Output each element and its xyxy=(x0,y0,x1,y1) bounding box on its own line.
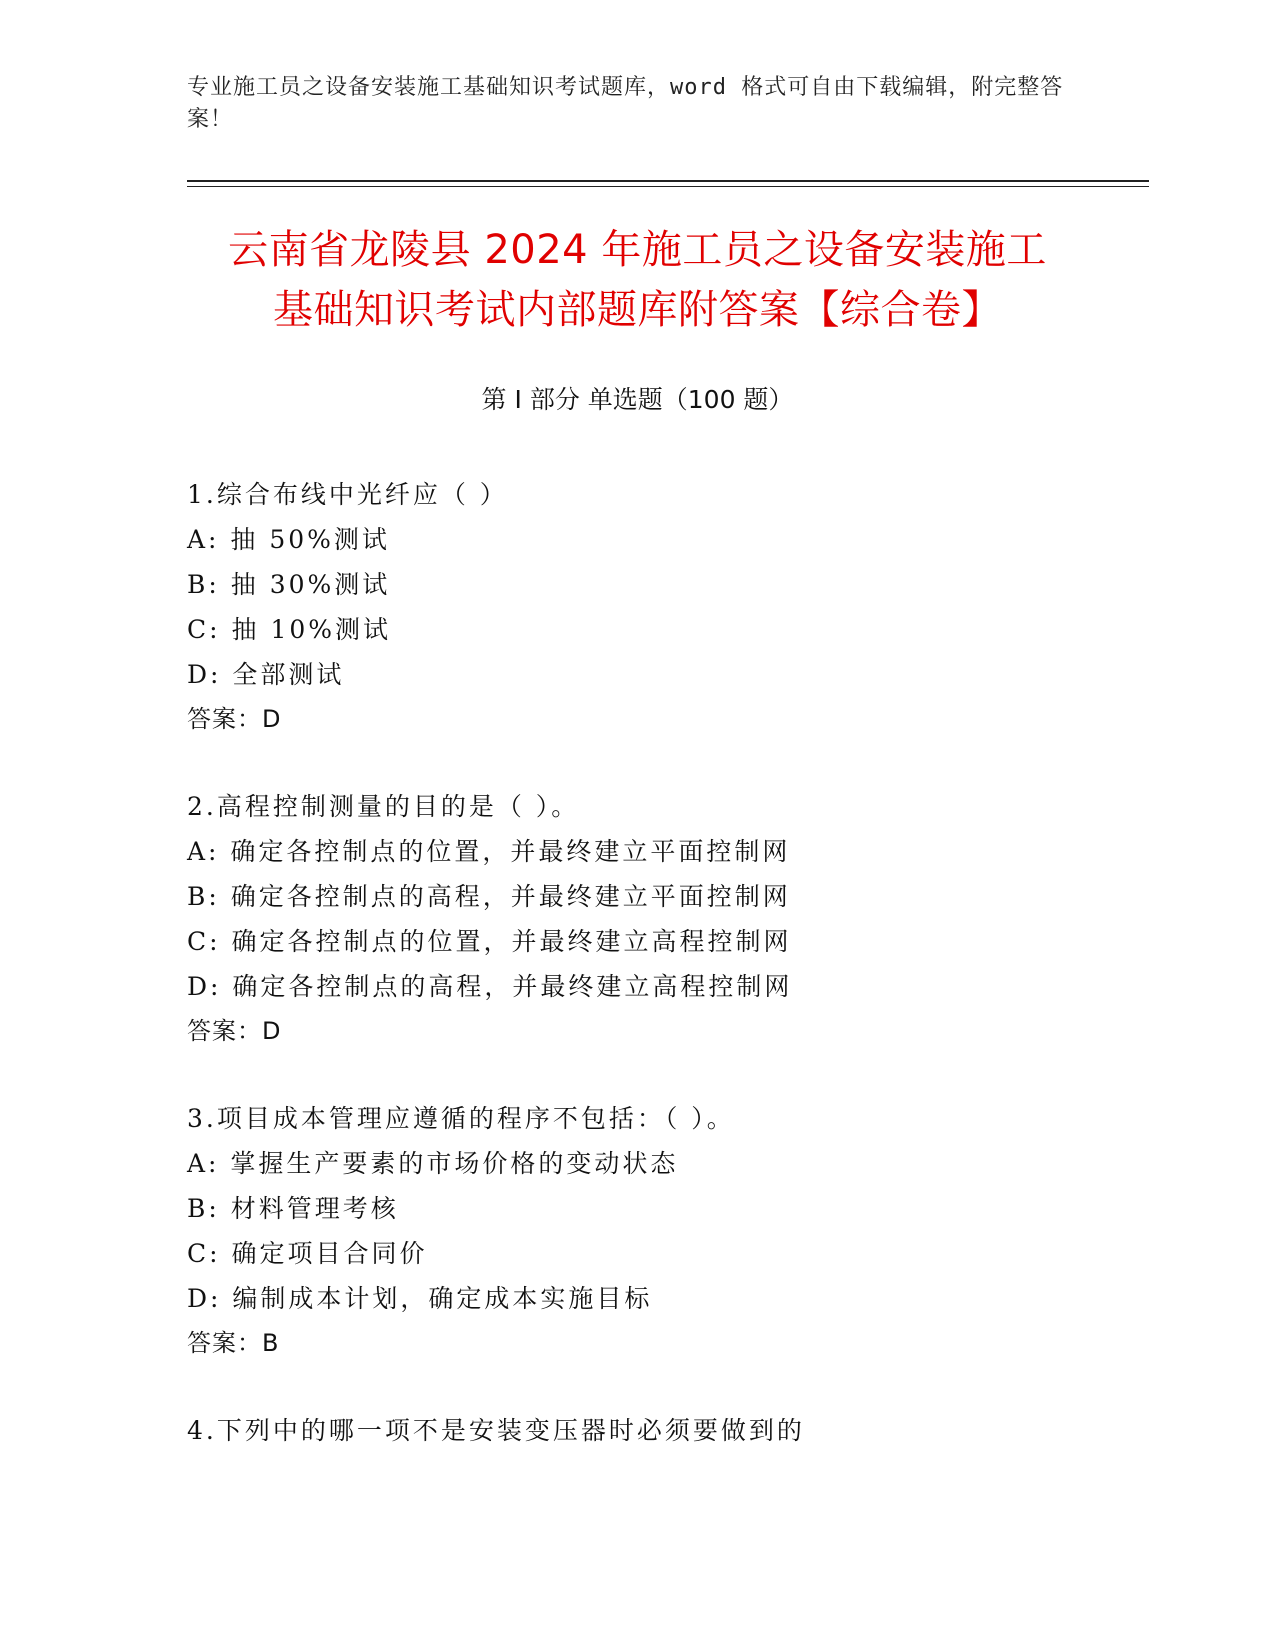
header-divider-thin xyxy=(187,186,1149,187)
document-title xyxy=(150,220,1125,340)
question-4 xyxy=(187,1408,1127,1453)
option-a: A: 确定各控制点的位置，并最终建立平面控制网 xyxy=(187,837,791,866)
option-c: C: 确定项目合同价 xyxy=(187,1239,428,1268)
option-d: D: 确定各控制点的高程，并最终建立高程控制网 xyxy=(187,972,793,1001)
header-note: 专业施工员之设备安装施工基础知识考试题库，word 格式可自由下载编辑，附完整答案！ xyxy=(187,75,1064,132)
question-3 xyxy=(187,1096,1127,1366)
question-list xyxy=(187,472,1127,1495)
question-1 xyxy=(187,472,1127,742)
answer: 答案：D xyxy=(187,1017,282,1045)
answer: 答案：B xyxy=(187,1329,280,1357)
option-a: A: 掌握生产要素的市场价格的变动状态 xyxy=(187,1149,679,1178)
option-d: D: 编制成本计划，确定成本实施目标 xyxy=(187,1284,653,1313)
section-title: 第 I 部分 单选题（100 题） xyxy=(481,385,794,414)
option-a: A: 抽 50%测试 xyxy=(187,525,390,554)
question-2 xyxy=(187,784,1127,1054)
question-stem: 3.项目成本管理应遵循的程序不包括：（ ）。 xyxy=(187,1104,735,1133)
option-b: B: 抽 30%测试 xyxy=(187,570,391,599)
question-stem: 1.综合布线中光纤应（ ） xyxy=(187,480,508,509)
question-stem: 4.下列中的哪一项不是安装变压器时必须要做到的 xyxy=(187,1416,805,1445)
option-b: B: 材料管理考核 xyxy=(187,1194,399,1223)
option-c: C: 抽 10%测试 xyxy=(187,615,392,644)
answer: 答案：D xyxy=(187,705,282,733)
question-stem: 2.高程控制测量的目的是（ ）。 xyxy=(187,792,580,821)
header-divider xyxy=(187,180,1149,182)
option-c: C: 确定各控制点的位置，并最终建立高程控制网 xyxy=(187,927,792,956)
title-line-2: 基础知识考试内部题库附答案【综合卷】 xyxy=(273,287,1002,333)
title-line-1: 云南省龙陵县 2024 年施工员之设备安装施工 xyxy=(228,227,1047,273)
option-b: B: 确定各控制点的高程，并最终建立平面控制网 xyxy=(187,882,791,911)
option-d: D: 全部测试 xyxy=(187,660,345,689)
